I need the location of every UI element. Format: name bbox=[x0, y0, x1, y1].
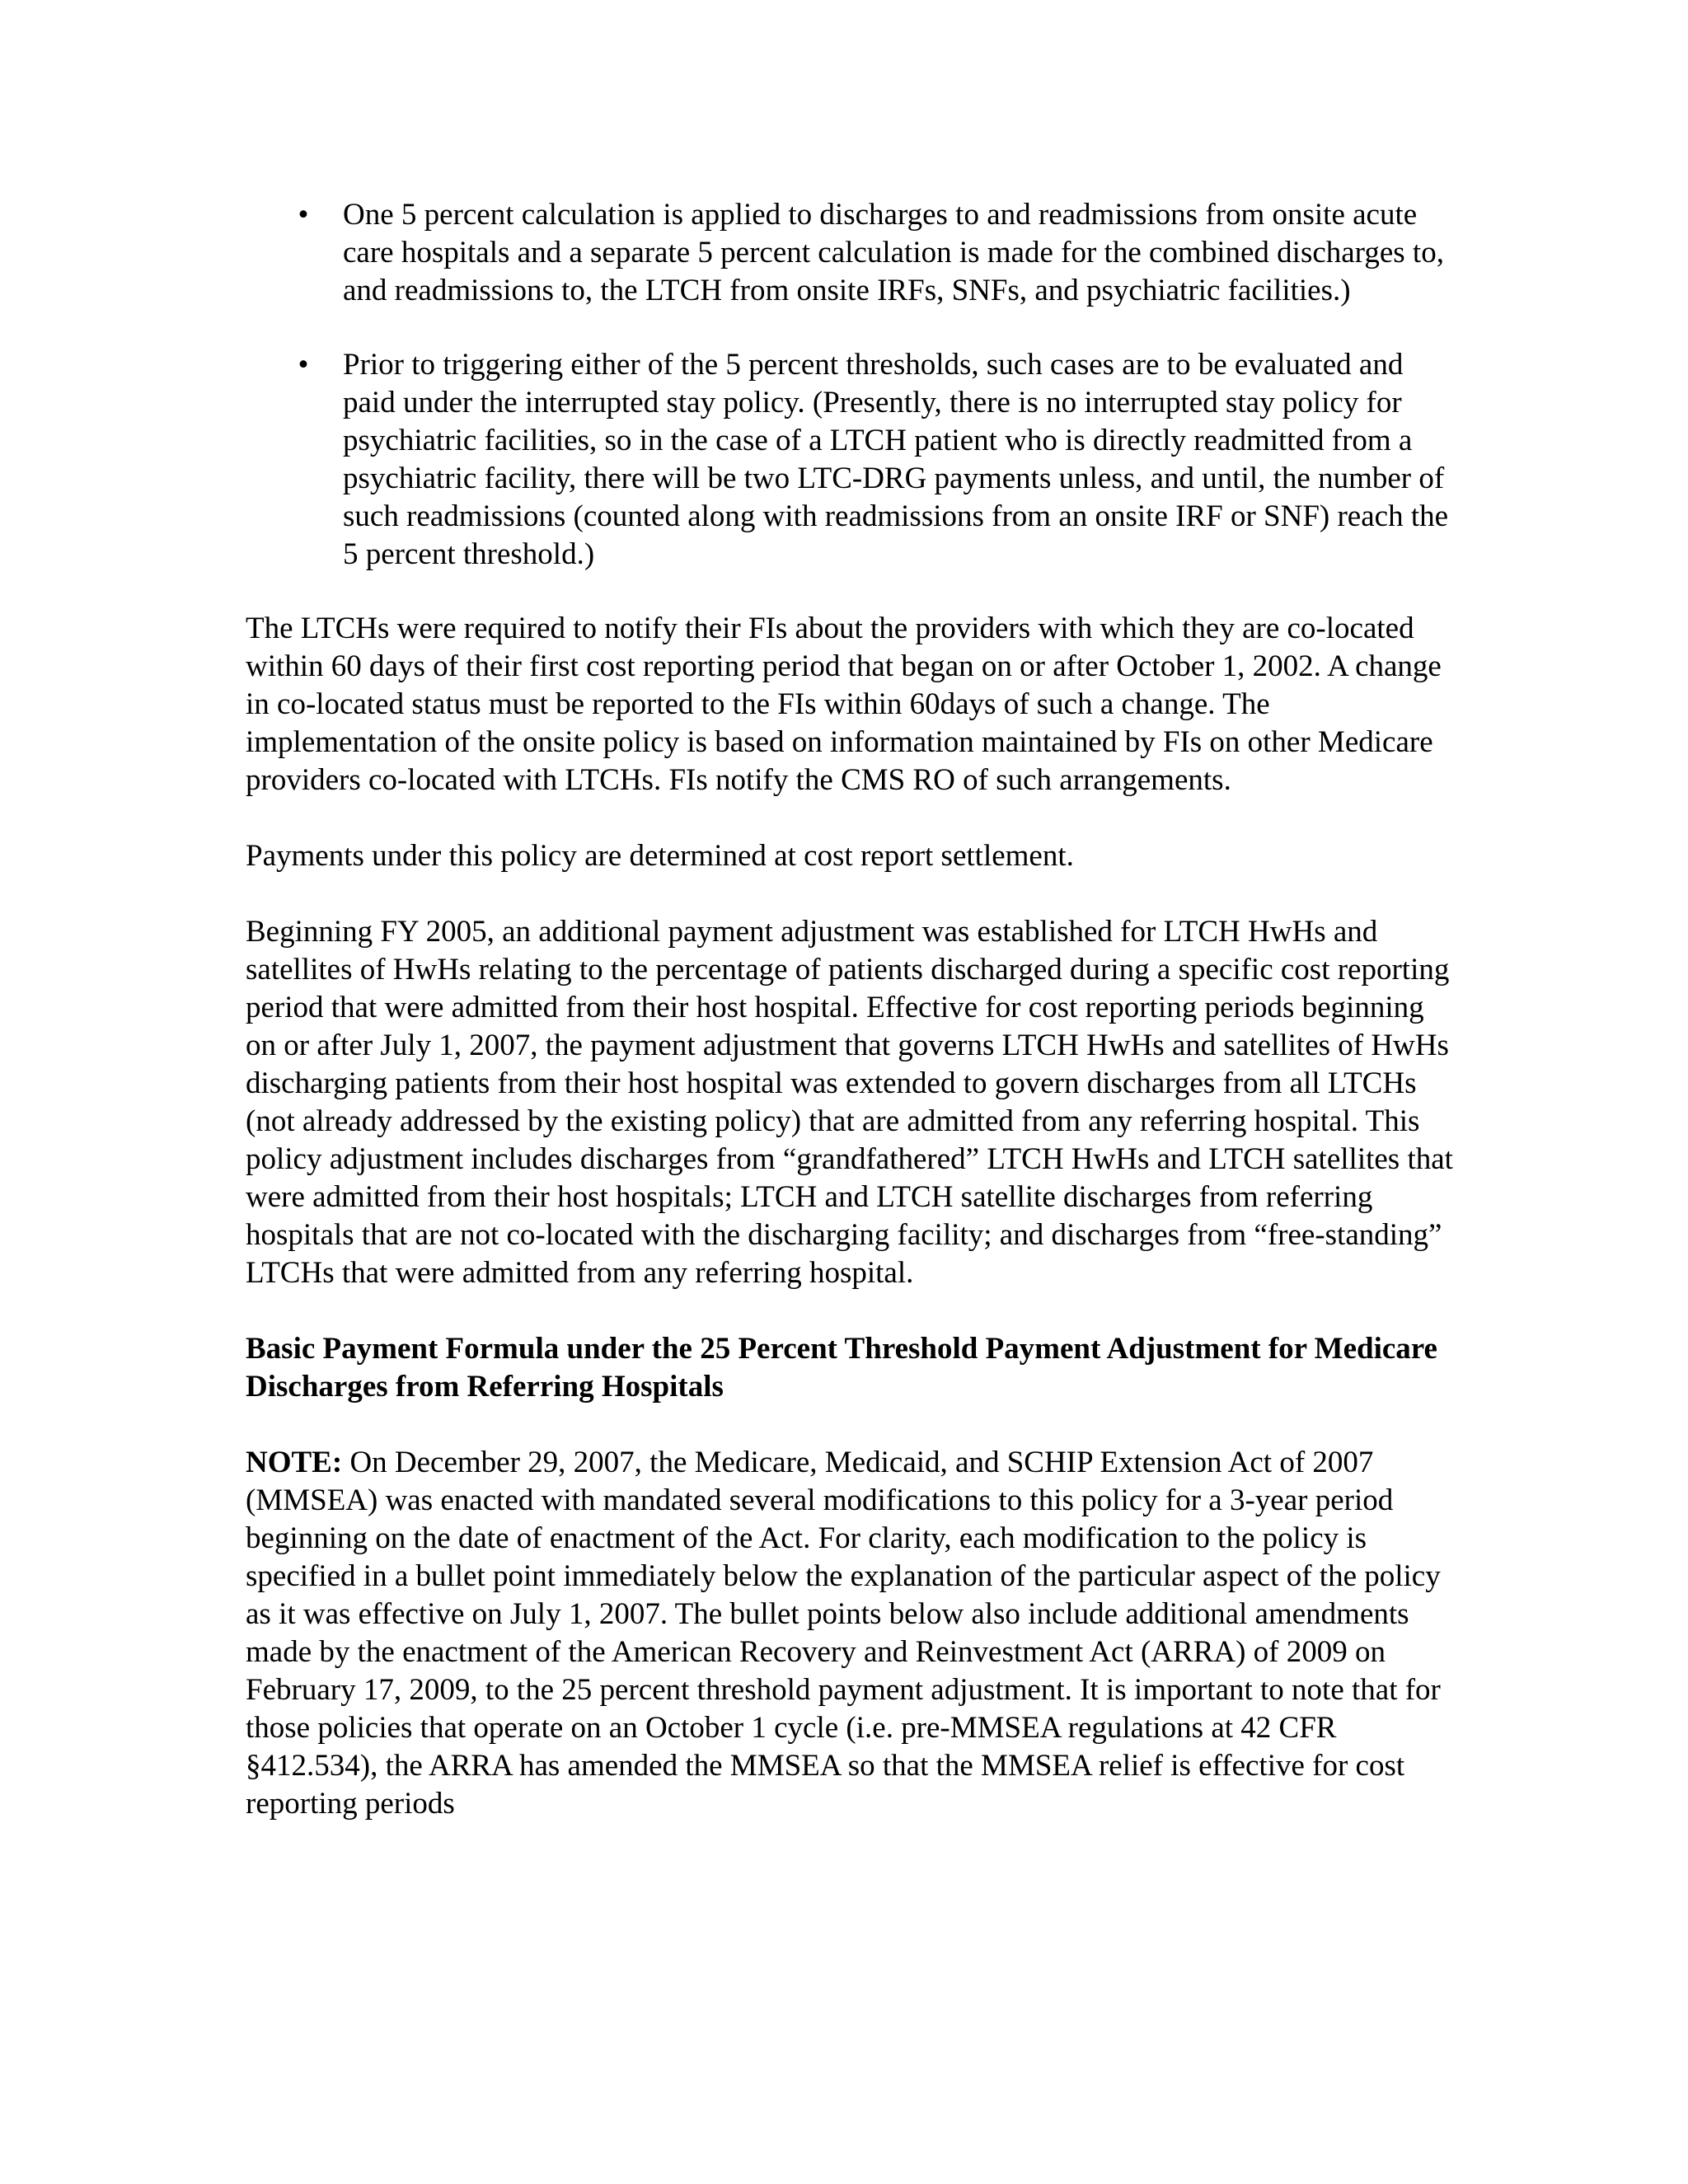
bullet-text: Prior to triggering either of the 5 percent thresholds, such cases are to be evaluated and paid under the interrupted stay policy. (Presently, there is no interrupted stay policy for psychiatric facilities, so in the case of a LTCH patient who is directly readmitted from a psychiatric facility, there will be two LTC-DRG payments unless, and until, the number of such readmissions (counted along with readmissions from an onsite IRF or SNF) reach the 5 percent threshold.) bbox=[343, 348, 1449, 571]
section-heading: Basic Payment Formula under the 25 Percent Threshold Payment Adjustment for Medicare Discharges from Referring Hospitals bbox=[246, 1332, 1437, 1404]
bullet-icon: • bbox=[298, 198, 309, 232]
note-label: NOTE: bbox=[246, 1446, 343, 1479]
paragraph-settlement: Payments under this policy are determined at cost report settlement. bbox=[246, 839, 1074, 873]
document-body bbox=[246, 196, 1457, 1861]
bullet-icon: • bbox=[298, 348, 309, 382]
paragraph-fy2005-adjustment: Beginning FY 2005, an additional payment adjustment was established for LTCH HwHs and satellites of HwHs relating to the percentage of patients discharged during a specific cost reporting period that were admitted from their host hospital. Effective for cost reporting periods beginning on or after July 1, 2007, the payment adjustment that governs LTCH HwHs and satellites of HwHs discharging patients from their host hospital was extended to govern discharges from all LTCHs (not already addressed by the existing policy) that are admitted from any referring hospital. This policy adjustment includes discharges from “grandfathered” LTCH HwHs and LTCH satellites that were admitted from their host hospitals; LTCH and LTCH satellite discharges from referring hospitals that are not co-located with the discharging facility; and discharges from “free-standing” LTCHs that were admitted from any referring hospital. bbox=[246, 915, 1453, 1290]
bullet-list bbox=[246, 196, 1457, 574]
paragraph-colocation-notification: The LTCHs were required to notify their FIs about the providers with which they are co-located within 60 days of their first cost reporting period that began on or after October 1, 2002. A change in co-located status must be reported to the FIs within 60days of such a change. The implementation of the onsite policy is based on information maintained by FIs on other Medicare providers co-located with LTCHs. FIs notify the CMS RO of such arrangements. bbox=[246, 612, 1442, 797]
bullet-text: One 5 percent calculation is applied to discharges to and readmissions from onsite acute care hospitals and a separate 5 percent calculation is made for the combined discharges to, and readmissions to, the LTCH from onsite IRFs, SNFs, and psychiatric facilities.) bbox=[343, 198, 1444, 307]
list-item bbox=[246, 346, 1457, 574]
list-item bbox=[246, 196, 1457, 310]
note-paragraph bbox=[246, 1444, 1457, 1823]
note-text: On December 29, 2007, the Medicare, Medicaid, and SCHIP Extension Act of 2007 (MMSEA) was enacted with mandated several modifications to this policy for a 3-year period beginning on the date of enactment of the Act. For clarity, each modification to the policy is specified in a bullet point immediately below the explanation of the particular aspect of the policy as it was effective on July 1, 2007. The bullet points below also include additional amendments made by the enactment of the American Recovery and Reinvestment Act (ARRA) of 2009 on February 17, 2009, to the 25 percent threshold payment adjustment. It is important to note that for those policies that operate on an October 1 cycle (i.e. pre-MMSEA regulations at 42 CFR §412.534), the ARRA has amended the MMSEA so that the MMSEA relief is effective for cost reporting periods bbox=[246, 1446, 1441, 1821]
